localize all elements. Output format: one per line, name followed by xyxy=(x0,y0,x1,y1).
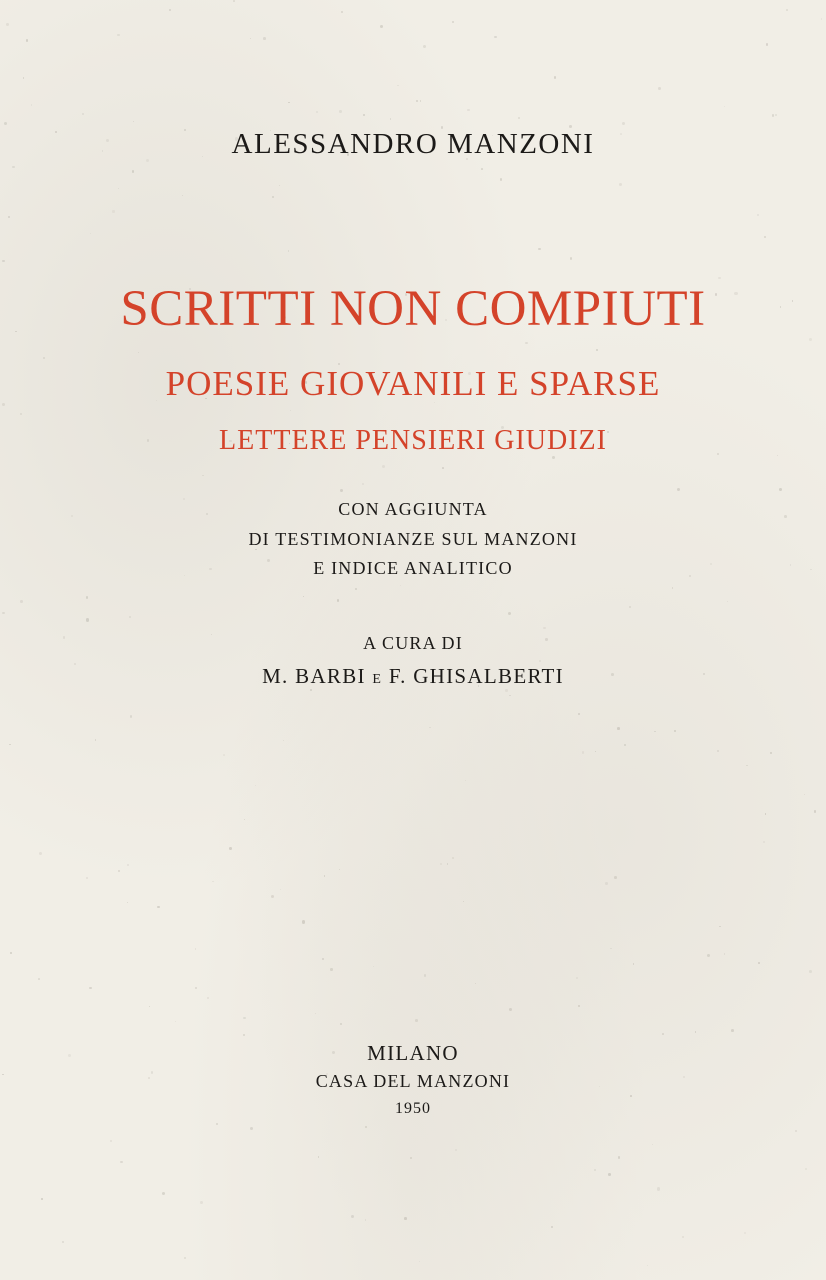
paper-speck xyxy=(283,740,284,741)
paper-speck xyxy=(20,413,22,415)
paper-speck xyxy=(605,882,608,885)
paper-speck xyxy=(302,920,305,923)
edited-by-label: A CURA DI xyxy=(363,633,463,653)
addition-line-1: CON AGGIUNTA xyxy=(338,499,488,519)
paper-speck xyxy=(2,403,5,406)
paper-speck xyxy=(505,689,508,692)
paper-speck xyxy=(341,11,343,13)
paper-speck xyxy=(138,352,139,353)
paper-speck xyxy=(324,875,325,876)
paper-speck xyxy=(608,1173,611,1176)
paper-speck xyxy=(90,233,91,234)
paper-speck xyxy=(182,195,183,196)
paper-speck xyxy=(619,183,622,186)
paper-speck xyxy=(117,34,119,36)
paper-speck xyxy=(212,881,213,882)
paper-speck xyxy=(120,1161,122,1163)
paper-speck xyxy=(202,475,204,477)
paper-speck xyxy=(400,585,401,586)
paper-speck xyxy=(340,1023,342,1025)
paper-speck xyxy=(707,954,710,957)
paper-speck xyxy=(420,100,422,102)
paper-speck xyxy=(255,549,256,550)
paper-speck xyxy=(677,488,680,491)
paper-speck xyxy=(551,1226,553,1228)
paper-speck xyxy=(380,25,383,28)
paper-speck xyxy=(133,121,134,122)
paper-speck xyxy=(805,1168,807,1170)
paper-speck xyxy=(340,489,343,492)
paper-speck xyxy=(614,876,617,879)
paper-speck xyxy=(779,488,782,491)
paper-speck xyxy=(195,987,197,989)
paper-speck xyxy=(288,102,290,104)
paper-speck xyxy=(41,1198,42,1199)
paper-speck xyxy=(303,596,304,597)
paper-speck xyxy=(731,1029,734,1032)
paper-speck xyxy=(652,1144,653,1145)
paper-speck xyxy=(250,1127,253,1130)
paper-speck xyxy=(674,730,676,732)
paper-speck xyxy=(518,117,520,119)
editor-1: M. BARBI xyxy=(262,664,366,688)
paper-speck xyxy=(365,1219,366,1220)
paper-speck xyxy=(765,813,767,815)
paper-speck xyxy=(6,23,8,25)
paper-speck xyxy=(2,612,4,614)
paper-speck xyxy=(578,713,580,715)
paper-speck xyxy=(775,114,777,116)
paper-speck xyxy=(243,1034,245,1036)
paper-speck xyxy=(809,338,812,341)
paper-speck xyxy=(362,483,364,485)
paper-speck xyxy=(195,948,197,950)
paper-speck xyxy=(244,819,245,820)
paper-speck xyxy=(74,663,76,665)
paper-speck xyxy=(429,727,431,729)
paper-speck xyxy=(157,906,159,908)
paper-speck xyxy=(318,1156,320,1158)
paper-speck xyxy=(452,21,454,23)
paper-speck xyxy=(672,587,674,589)
paper-speck xyxy=(38,978,40,980)
paper-speck xyxy=(595,751,596,752)
paper-speck xyxy=(127,864,129,866)
paper-speck xyxy=(442,467,444,469)
paper-speck xyxy=(315,1013,316,1014)
paper-speck xyxy=(494,36,497,39)
paper-speck xyxy=(31,104,32,105)
paper-speck xyxy=(629,606,632,609)
paper-speck xyxy=(662,1033,664,1035)
book-subtitle-2: LETTERE PENSIERI GIUDIZI xyxy=(219,425,607,456)
paper-speck xyxy=(682,1236,685,1239)
paper-speck xyxy=(724,953,726,955)
paper-speck xyxy=(658,87,661,90)
paper-speck xyxy=(481,168,483,170)
addition-line-2: DI TESTIMONIANZE SUL MANZONI xyxy=(248,529,578,549)
paper-speck xyxy=(146,159,149,162)
paper-speck xyxy=(233,0,235,2)
paper-speck xyxy=(795,1130,797,1132)
paper-speck xyxy=(452,857,454,859)
paper-speck xyxy=(339,869,340,870)
paper-speck xyxy=(149,1006,150,1007)
paper-speck xyxy=(647,1265,648,1266)
paper-speck xyxy=(757,214,759,216)
paper-speck xyxy=(355,588,357,590)
paper-speck xyxy=(43,357,45,359)
paper-speck xyxy=(95,739,97,741)
paper-speck xyxy=(263,37,266,40)
paper-speck xyxy=(633,963,634,964)
paper-speck xyxy=(89,987,92,990)
paper-speck xyxy=(582,751,584,753)
paper-speck xyxy=(390,118,392,120)
paper-speck xyxy=(130,715,132,717)
paper-speck xyxy=(814,810,816,812)
paper-speck xyxy=(594,1169,596,1171)
paper-speck xyxy=(717,750,719,752)
paper-speck xyxy=(404,1217,407,1220)
paper-speck xyxy=(539,660,541,662)
paper-speck xyxy=(23,77,25,79)
paper-speck xyxy=(543,627,545,629)
paper-speck xyxy=(416,100,418,102)
paper-speck xyxy=(86,877,88,879)
paper-speck xyxy=(415,1019,418,1022)
paper-speck xyxy=(351,1215,354,1218)
paper-speck xyxy=(772,114,774,116)
publication-city: MILANO xyxy=(367,1041,459,1065)
addition-line-3: E INDICE ANALITICO xyxy=(313,558,513,578)
paper-speck xyxy=(229,847,232,850)
paper-speck xyxy=(216,1123,218,1125)
paper-speck xyxy=(630,1095,632,1097)
paper-speck xyxy=(397,85,399,87)
paper-speck xyxy=(118,188,119,189)
paper-speck xyxy=(618,1156,620,1158)
paper-speck xyxy=(552,456,555,459)
paper-speck xyxy=(255,785,256,786)
paper-speck xyxy=(9,744,11,746)
paper-speck xyxy=(250,38,251,39)
paper-speck xyxy=(207,997,209,999)
paper-speck xyxy=(175,1021,176,1022)
paper-speck xyxy=(475,983,476,984)
paper-speck xyxy=(200,1201,203,1204)
paper-speck xyxy=(467,109,470,112)
paper-speck xyxy=(62,1241,64,1243)
paper-speck xyxy=(373,966,374,967)
paper-speck xyxy=(622,122,625,125)
book-subtitle-1: POESIE GIOVANILI E SPARSE xyxy=(165,364,661,403)
paper-speck xyxy=(184,1257,186,1259)
paper-speck xyxy=(525,342,528,345)
paper-speck xyxy=(382,465,385,468)
paper-speck xyxy=(617,727,620,730)
paper-speck xyxy=(440,863,442,865)
paper-speck xyxy=(509,1008,512,1011)
paper-speck xyxy=(763,841,765,843)
paper-speck xyxy=(39,852,42,855)
paper-speck xyxy=(86,596,88,598)
paper-speck xyxy=(596,349,598,351)
paper-speck xyxy=(272,196,274,198)
paper-speck xyxy=(316,111,318,113)
paper-speck xyxy=(243,1017,245,1019)
paper-speck xyxy=(86,618,89,621)
paper-speck xyxy=(10,952,11,953)
paper-speck xyxy=(786,9,788,11)
paper-speck xyxy=(127,902,128,903)
paper-speck xyxy=(654,731,655,732)
editors xyxy=(0,666,826,687)
paper-speck xyxy=(821,18,823,20)
paper-speck xyxy=(576,977,578,979)
publisher-name: CASA DEL MANZONI xyxy=(315,1071,511,1091)
paper-speck xyxy=(279,185,280,186)
paper-speck xyxy=(500,178,503,181)
paper-speck xyxy=(223,754,225,756)
paper-speck xyxy=(82,113,84,115)
paper-speck xyxy=(509,695,511,697)
paper-speck xyxy=(770,752,771,753)
paper-speck xyxy=(809,970,812,973)
paper-speck xyxy=(26,39,29,42)
editors-conjunction: E xyxy=(372,672,383,687)
paper-speck xyxy=(508,612,511,615)
paper-speck xyxy=(129,616,131,618)
paper-speck xyxy=(766,43,769,46)
paper-speck xyxy=(280,889,281,890)
paper-speck xyxy=(339,110,342,113)
paper-speck xyxy=(719,926,721,928)
paper-speck xyxy=(132,170,135,173)
paper-speck xyxy=(804,794,805,795)
paper-speck xyxy=(363,114,365,116)
paper-speck xyxy=(310,689,312,691)
paper-speck xyxy=(271,895,274,898)
paper-speck xyxy=(110,1140,112,1142)
paper-speck xyxy=(365,1126,367,1128)
paper-speck xyxy=(419,1261,421,1263)
paper-speck xyxy=(764,236,766,238)
author-name: ALESSANDRO MANZONI xyxy=(231,128,595,160)
paper-speck xyxy=(8,216,10,218)
paper-speck xyxy=(424,974,426,976)
paper-speck xyxy=(162,1192,165,1195)
paper-speck xyxy=(610,948,611,949)
paper-speck xyxy=(758,962,760,964)
paper-speck xyxy=(169,9,171,11)
paper-speck xyxy=(455,1149,457,1151)
paper-speck xyxy=(12,166,15,169)
paper-speck xyxy=(410,1157,412,1159)
paper-speck xyxy=(2,260,4,262)
paper-speck xyxy=(746,765,748,767)
paper-speck xyxy=(463,901,464,902)
paper-speck xyxy=(724,106,725,107)
paper-speck xyxy=(727,601,729,603)
paper-speck xyxy=(290,410,292,412)
paper-speck xyxy=(554,76,557,79)
paper-speck xyxy=(118,870,120,872)
paper-speck xyxy=(465,780,466,781)
paper-speck xyxy=(578,1005,580,1007)
paper-speck xyxy=(744,1232,746,1234)
paper-speck xyxy=(4,122,7,125)
editor-2: F. GHISALBERTI xyxy=(388,664,564,688)
paper-speck xyxy=(777,455,779,457)
paper-speck xyxy=(570,257,573,260)
paper-speck xyxy=(337,599,339,601)
paper-speck xyxy=(423,45,426,48)
publication-year: 1950 xyxy=(395,1100,431,1117)
paper-speck xyxy=(20,600,23,603)
paper-speck xyxy=(718,277,720,279)
paper-speck xyxy=(112,210,115,213)
paper-speck xyxy=(695,1031,696,1032)
paper-speck xyxy=(657,1187,660,1190)
paper-speck xyxy=(624,744,626,746)
paper-speck xyxy=(330,968,332,970)
book-title: SCRITTI NON COMPIUTI xyxy=(120,281,706,337)
paper-speck xyxy=(538,248,540,250)
paper-speck xyxy=(447,863,449,865)
paper-speck xyxy=(288,250,289,251)
paper-speck xyxy=(322,958,324,960)
